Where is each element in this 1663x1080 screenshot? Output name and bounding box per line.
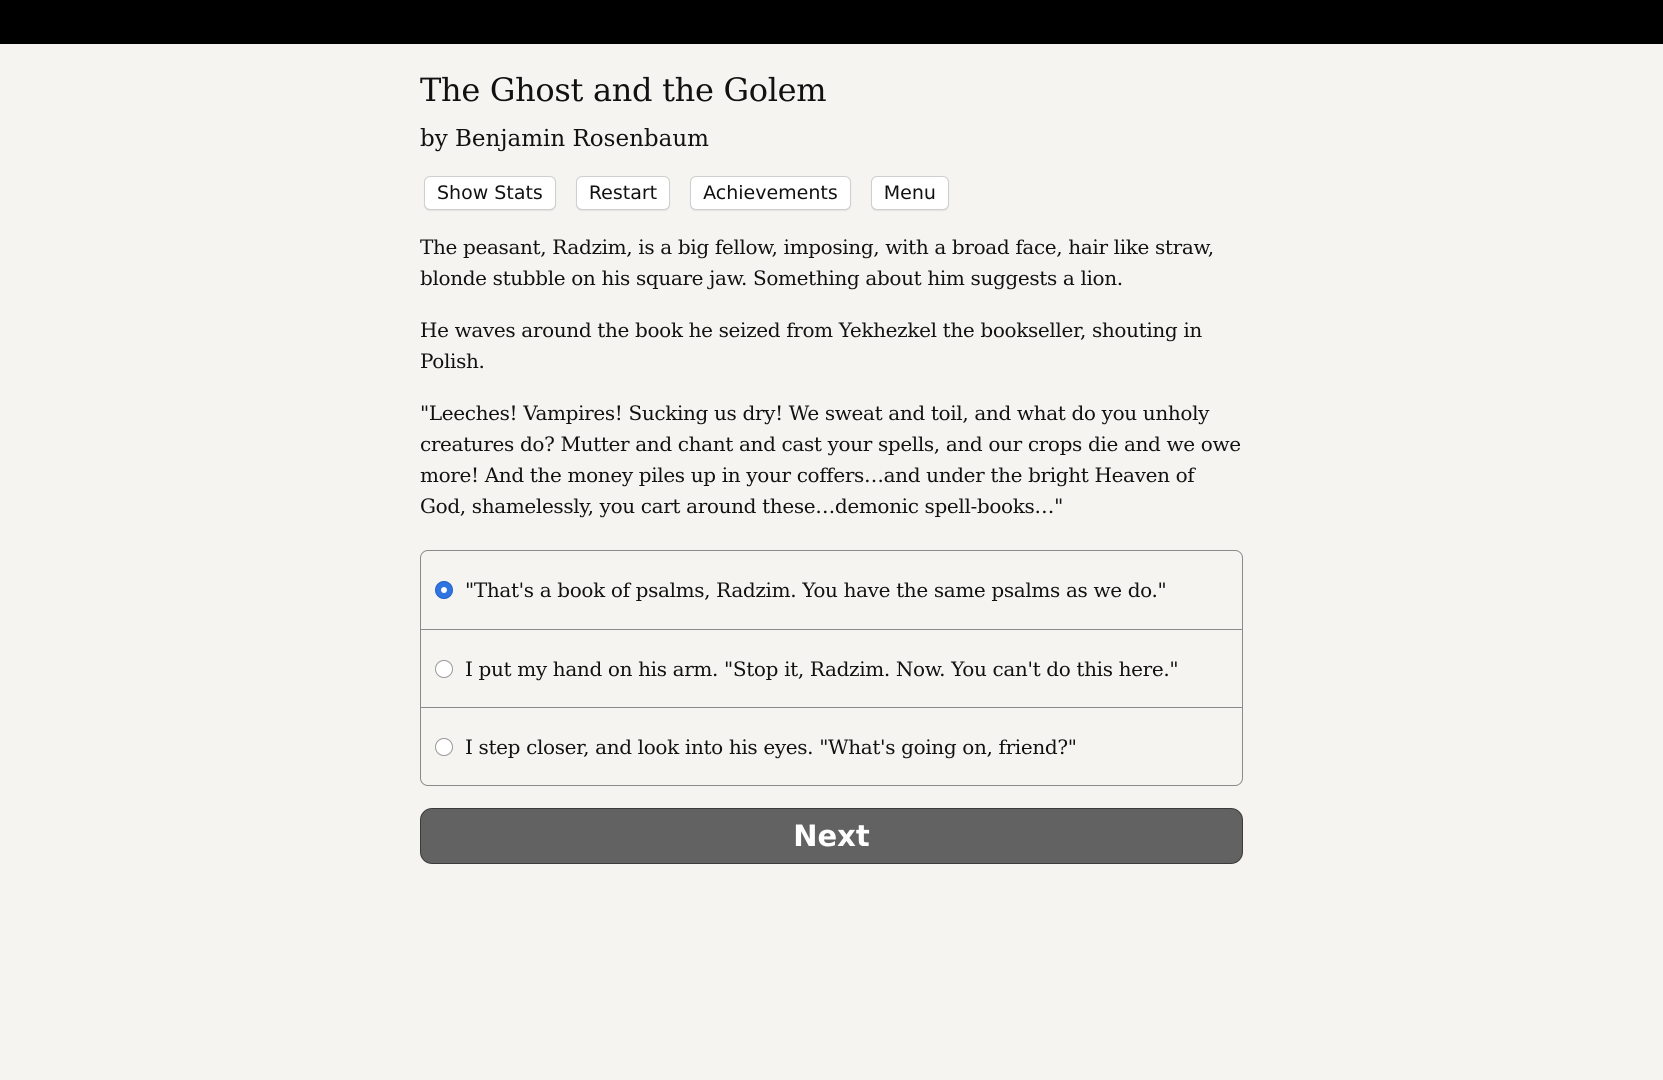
story-paragraph: "Leeches! Vampires! Sucking us dry! We sweat and toil, and what do you unholy creatures do? Mutter and chant and cast your spells, and our crops die and we owe more! And the money piles up in your coffers…and under the bright Heaven of God, shamelessly, you cart around these…demonic spell-books…" xyxy=(420,401,1241,518)
menu-button[interactable]: Menu xyxy=(871,176,949,210)
choice-list xyxy=(420,550,1243,786)
achievements-button[interactable]: Achievements xyxy=(690,176,851,210)
game-content xyxy=(420,44,1243,864)
story-paragraph: He waves around the book he seized from Yekhezkel the bookseller, shouting in Polish. xyxy=(420,318,1202,373)
game-author: by Benjamin Rosenbaum xyxy=(420,126,709,152)
choice-label: I put my hand on his arm. "Stop it, Radzim. Now. You can't do this here." xyxy=(465,656,1179,681)
choice-label: I step closer, and look into his eyes. "What's going on, friend?" xyxy=(465,734,1077,759)
radio-button-icon[interactable] xyxy=(435,581,453,599)
radio-button-icon[interactable] xyxy=(435,738,453,756)
toolbar xyxy=(420,176,1243,212)
show-stats-button[interactable]: Show Stats xyxy=(424,176,556,210)
next-button[interactable]: Next xyxy=(420,808,1243,864)
restart-button[interactable]: Restart xyxy=(576,176,670,210)
story-paragraph: The peasant, Radzim, is a big fellow, imposing, with a broad face, hair like straw, blonde stubble on his square jaw. Something about him suggests a lion. xyxy=(420,235,1214,290)
choice-option-3[interactable] xyxy=(421,707,1242,785)
choice-label: "That's a book of psalms, Radzim. You have the same psalms as we do." xyxy=(465,578,1167,602)
choice-option-2[interactable] xyxy=(421,629,1242,707)
top-bar xyxy=(0,0,1663,44)
story-text xyxy=(420,232,1243,522)
choice-option-1[interactable] xyxy=(421,551,1242,629)
game-title: The Ghost and the Golem xyxy=(420,71,827,109)
radio-button-icon[interactable] xyxy=(435,660,453,678)
